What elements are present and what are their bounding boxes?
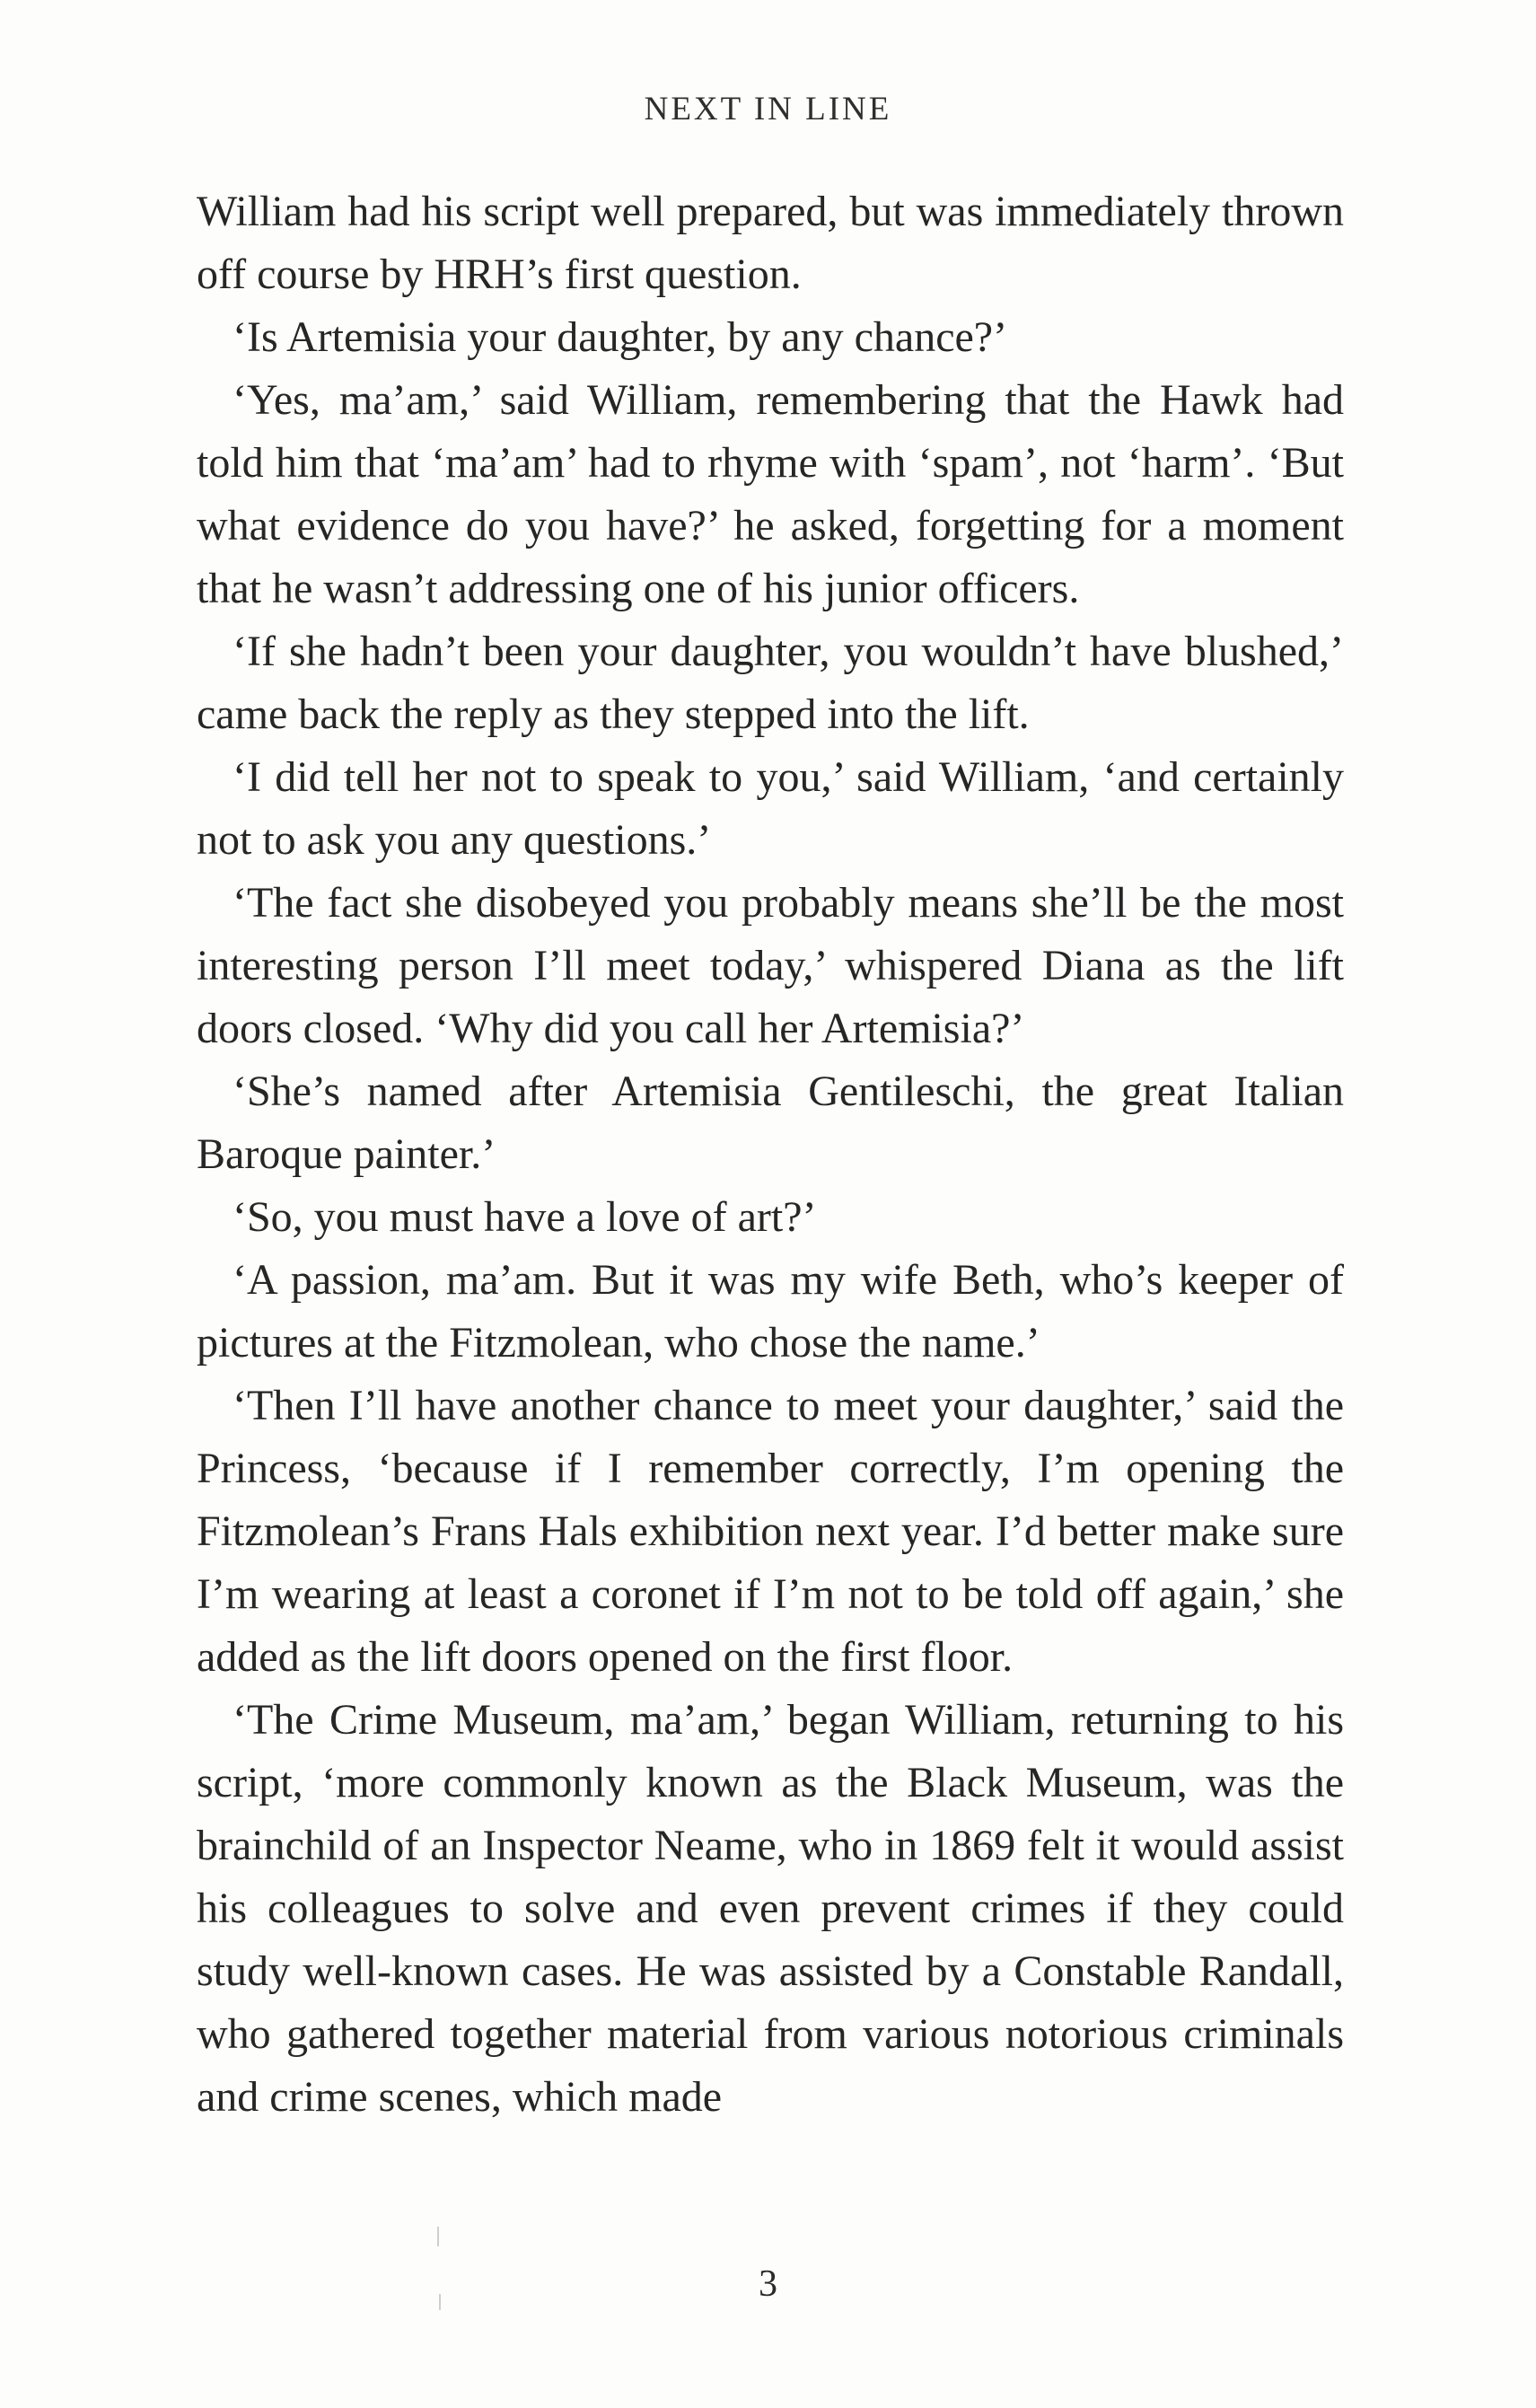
paragraph-4: ‘If she hadn’t been your daughter, you wouldn’t have blushed,’ came back the reply as they stepped into the lift. bbox=[197, 628, 1344, 738]
paragraph-1: William had his script well prepared, but was immediately thrown off course by HRH’s first question. bbox=[197, 188, 1344, 298]
paragraph-7: ‘She’s named after Artemisia Gentileschi, the great Italian Baroque painter.’ bbox=[197, 1068, 1344, 1178]
paragraph-8: ‘So, you must have a love of art?’ bbox=[233, 1193, 817, 1241]
paragraph-6: ‘The fact she disobeyed you probably means she’ll be the most interesting person I’ll meet today,’ whispered Diana as the lift doors closed. ‘Why did you call her Artemisia?’ bbox=[197, 879, 1344, 1052]
paragraph-11: ‘The Crime Museum, ma’am,’ began William, returning to his script, ‘more commonly known as the Black Museum, was the brainchild of an Inspector Neame, who in 1869 felt it would assist his colleagues to solve and even prevent crimes if they could study well-known cases. He was assisted by a Constable Randall, who gathered together material from various notorious criminals and crime scenes, which made bbox=[197, 1696, 1344, 2121]
page-number: 3 bbox=[759, 2263, 777, 2305]
paragraph-2: ‘Is Artemisia your daughter, by any chance?’ bbox=[233, 313, 1008, 361]
paragraph-9: ‘A passion, ma’am. But it was my wife Beth, who’s keeper of pictures at the Fitzmolean, who chose the name.’ bbox=[197, 1256, 1344, 1367]
scan-artifact-mark bbox=[437, 2227, 439, 2246]
paragraph-10: ‘Then I’ll have another chance to meet your daughter,’ said the Princess, ‘because if I remember correctly, I’m opening the Fitzmolean’s Frans Hals exhibition next year. I’d better make sure I’m wearing at least a coronet if I’m not to be told off again,’ she added as the lift doors opened on the first floor. bbox=[197, 1382, 1344, 1681]
body-text bbox=[197, 180, 1344, 2129]
paragraph-3: ‘Yes, ma’am,’ said William, remembering that the Hawk had told him that ‘ma’am’ had to rhyme with ‘spam’, not ‘harm’. ‘But what evidence do you have?’ he asked, forgetting for a moment that he wasn’t addressing one of his junior officers. bbox=[197, 376, 1344, 612]
paragraph-5: ‘I did tell her not to speak to you,’ said William, ‘and certainly not to ask you any questions.’ bbox=[197, 753, 1344, 864]
running-head: NEXT IN LINE bbox=[644, 91, 892, 127]
